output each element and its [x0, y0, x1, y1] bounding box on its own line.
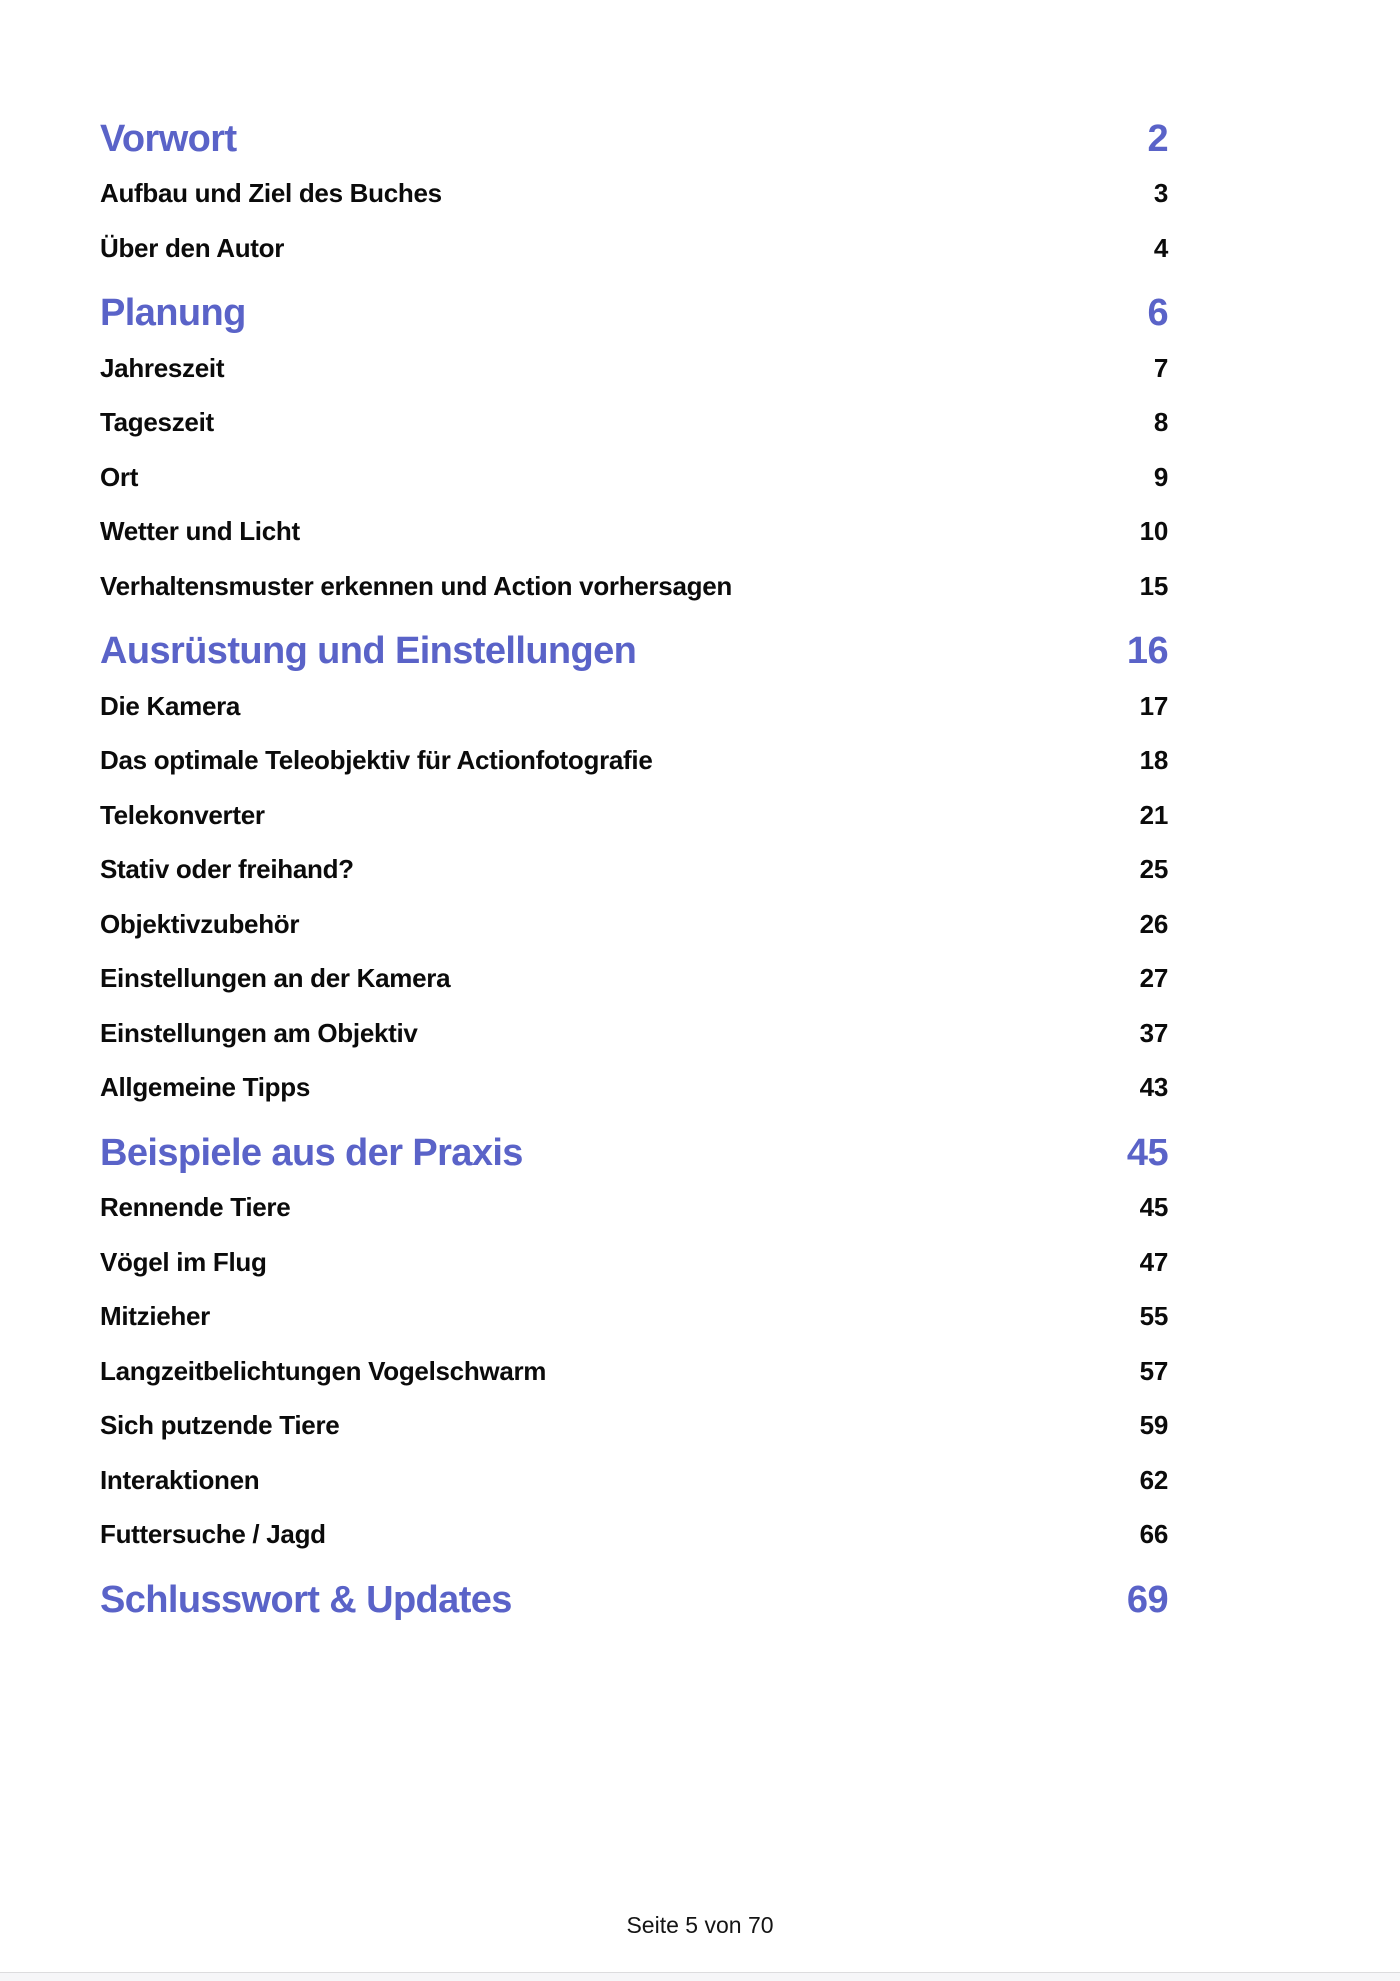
- toc-item-title: Allgemeine Tipps: [100, 1072, 310, 1103]
- toc-item-page-number: 17: [1139, 690, 1168, 721]
- toc-item-row[interactable]: [100, 897, 1168, 952]
- toc-item-title: Verhaltensmuster erkennen und Action vorhersagen: [100, 570, 732, 601]
- toc-item-title: Tageszeit: [100, 407, 214, 438]
- toc-item-row[interactable]: [100, 1235, 1168, 1290]
- toc-item-page-number: 37: [1139, 1017, 1168, 1048]
- toc-item-row[interactable]: [100, 679, 1168, 734]
- toc-item-row[interactable]: [100, 1290, 1168, 1345]
- toc-section-row[interactable]: [100, 112, 1168, 167]
- toc-section-page-number: 6: [1147, 292, 1168, 335]
- toc-item-page-number: 4: [1153, 232, 1168, 263]
- toc-item-title: Objektivzubehör: [100, 908, 300, 939]
- toc-item-page-number: 45: [1139, 1192, 1168, 1223]
- toc-item-page-number: 8: [1153, 407, 1168, 438]
- toc-item-page-number: 62: [1139, 1464, 1168, 1495]
- toc-item-title: Mitzieher: [100, 1301, 210, 1332]
- toc-item-row[interactable]: [100, 167, 1168, 222]
- page-number-indicator: Seite 5 von 70: [626, 1912, 774, 1938]
- toc-item-title: Die Kamera: [100, 690, 241, 721]
- toc-item-page-number: 18: [1139, 745, 1168, 776]
- toc-item-row[interactable]: [100, 734, 1168, 789]
- toc-item-row[interactable]: [100, 1061, 1168, 1116]
- toc-section-row[interactable]: [100, 625, 1168, 680]
- toc-item-title: Rennende Tiere: [100, 1192, 291, 1223]
- toc-item-page-number: 10: [1139, 516, 1168, 547]
- toc-item-row[interactable]: [100, 1508, 1168, 1563]
- toc-item-title: Einstellungen an der Kamera: [100, 963, 451, 994]
- toc-item-page-number: 27: [1139, 963, 1168, 994]
- toc-item-page-number: 9: [1153, 461, 1168, 492]
- toc-item-title: Über den Autor: [100, 232, 285, 263]
- toc-section-title: Schlusswort & Updates: [100, 1578, 512, 1621]
- toc-item-page-number: 43: [1139, 1072, 1168, 1103]
- toc-item-title: Sich putzende Tiere: [100, 1410, 340, 1441]
- toc-item-row[interactable]: [100, 221, 1168, 276]
- toc-item-page-number: 21: [1139, 799, 1168, 830]
- toc-section-title: Beispiele aus der Praxis: [100, 1131, 523, 1174]
- toc-section-row[interactable]: [100, 1573, 1168, 1628]
- page-footer: [0, 1905, 1400, 1945]
- toc-item-row[interactable]: [100, 396, 1168, 451]
- toc-item-title: Interaktionen: [100, 1464, 260, 1495]
- toc-item-title: Vögel im Flug: [100, 1246, 267, 1277]
- toc-item-title: Telekonverter: [100, 799, 265, 830]
- toc-item-row[interactable]: [100, 1399, 1168, 1454]
- toc-item-title: Einstellungen am Objektiv: [100, 1017, 418, 1048]
- toc-item-row[interactable]: [100, 341, 1168, 396]
- toc-item-row[interactable]: [100, 450, 1168, 505]
- toc-item-row[interactable]: [100, 788, 1168, 843]
- table-of-contents: [100, 112, 1168, 1628]
- toc-section-page-number: 45: [1126, 1131, 1168, 1174]
- toc-item-row[interactable]: [100, 843, 1168, 898]
- toc-item-row[interactable]: [100, 559, 1168, 614]
- toc-item-title: Jahreszeit: [100, 352, 225, 383]
- toc-section-title: Ausrüstung und Einstellungen: [100, 630, 637, 673]
- toc-item-row[interactable]: [100, 952, 1168, 1007]
- toc-item-page-number: 57: [1139, 1355, 1168, 1386]
- toc-item-title: Aufbau und Ziel des Buches: [100, 178, 442, 209]
- toc-section-title: Planung: [100, 292, 246, 335]
- toc-item-title: Ort: [100, 461, 139, 492]
- toc-item-title: Das optimale Teleobjektiv für Actionfotografie: [100, 745, 653, 776]
- toc-item-page-number: 26: [1139, 908, 1168, 939]
- toc-section-title: Vorwort: [100, 117, 237, 160]
- toc-item-title: Stativ oder freihand?: [100, 854, 354, 885]
- toc-item-page-number: 47: [1139, 1246, 1168, 1277]
- toc-item-page-number: 55: [1139, 1301, 1168, 1332]
- toc-item-row[interactable]: [100, 1344, 1168, 1399]
- toc-item-title: Wetter und Licht: [100, 516, 300, 547]
- toc-item-row[interactable]: [100, 1006, 1168, 1061]
- toc-item-row[interactable]: [100, 1181, 1168, 1236]
- toc-item-title: Futtersuche / Jagd: [100, 1519, 326, 1550]
- toc-item-page-number: 7: [1153, 352, 1168, 383]
- toc-section-page-number: 69: [1126, 1578, 1168, 1621]
- toc-item-page-number: 25: [1139, 854, 1168, 885]
- toc-section-row[interactable]: [100, 1126, 1168, 1181]
- toc-item-row[interactable]: [100, 505, 1168, 560]
- toc-item-page-number: 59: [1139, 1410, 1168, 1441]
- toc-section-page-number: 2: [1147, 117, 1168, 160]
- toc-item-page-number: 15: [1139, 570, 1168, 601]
- toc-item-title: Langzeitbelichtungen Vogelschwarm: [100, 1355, 547, 1386]
- bottom-divider-bar: [0, 1972, 1400, 1981]
- toc-section-page-number: 16: [1126, 630, 1168, 673]
- toc-item-page-number: 66: [1139, 1519, 1168, 1550]
- toc-item-row[interactable]: [100, 1453, 1168, 1508]
- toc-section-row[interactable]: [100, 287, 1168, 342]
- toc-item-page-number: 3: [1153, 178, 1168, 209]
